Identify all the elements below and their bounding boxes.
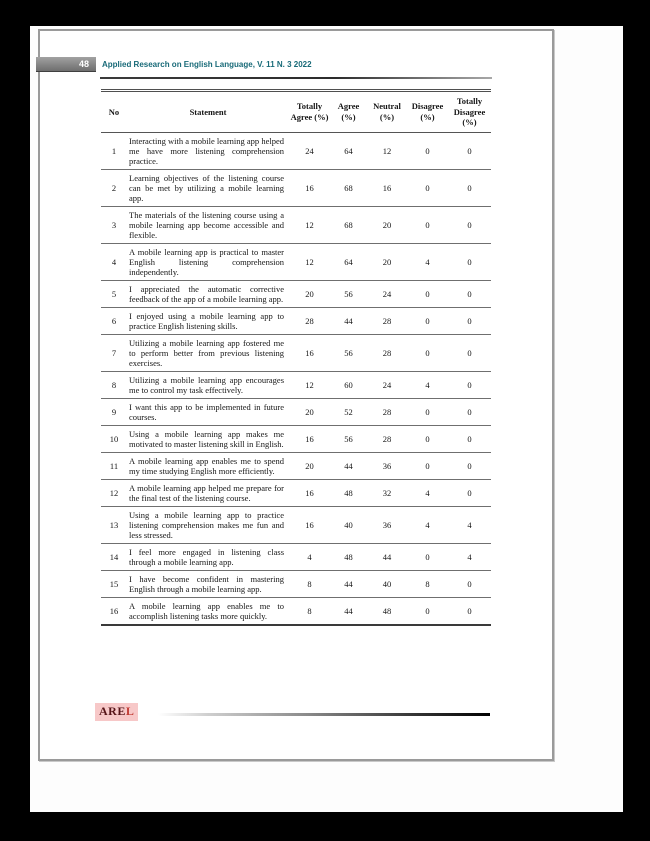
cell-neutral: 36 — [367, 452, 407, 479]
cell-totally-agree: 12 — [289, 243, 330, 280]
footer-rule — [158, 713, 490, 716]
cell-agree: 64 — [330, 243, 367, 280]
cell-statement: A mobile learning app is practical to master English listening comprehension independently. — [127, 243, 289, 280]
cell-neutral: 40 — [367, 570, 407, 597]
cell-row-number: 7 — [101, 334, 127, 371]
cell-row-number: 16 — [109, 605, 119, 616]
journal-logo-main: ARE — [99, 704, 126, 718]
table-row — [101, 543, 491, 570]
cell-neutral: 48 — [382, 605, 392, 616]
cell-disagree: 0 — [407, 169, 448, 206]
cell-disagree: 0 — [407, 543, 448, 570]
cell-totally-disagree: 0 — [448, 334, 491, 371]
table-row — [101, 334, 491, 371]
cell-totally-agree: 16 — [289, 169, 330, 206]
cell-agree: 68 — [330, 169, 367, 206]
cell-row-number: 14 — [101, 543, 127, 570]
cell-totally-disagree: 0 — [448, 425, 491, 452]
table-row — [101, 206, 491, 243]
cell-statement: Utilizing a mobile learning app encourages me to control my task effectively. — [127, 371, 289, 398]
cell-totally-disagree: 0 — [448, 307, 491, 334]
cell-statement: Using a mobile learning app to practice listening comprehension makes me fun and less stressed. — [127, 506, 289, 543]
table-row — [101, 371, 491, 398]
cell-disagree: 0 — [407, 398, 448, 425]
header-rule — [100, 77, 492, 79]
cell-agree: 56 — [330, 334, 367, 371]
cell-statement: I appreciated the automatic corrective feedback of the app of a mobile learning app. — [127, 280, 289, 307]
cell-totally-agree: 8 — [307, 605, 312, 616]
cell-totally-agree: 16 — [289, 506, 330, 543]
column-header-neutral: Neutral (%) — [367, 91, 407, 133]
cell-statement: Learning objectives of the listening course can be met by utilizing a mobile learning app. — [127, 169, 289, 206]
cell-neutral: 16 — [367, 169, 407, 206]
cell-agree: 44 — [330, 570, 367, 597]
cell-neutral: 44 — [367, 543, 407, 570]
cell-totally-agree: 16 — [289, 334, 330, 371]
cell-neutral: 28 — [367, 307, 407, 334]
cell-agree: 56 — [330, 280, 367, 307]
cell-row-number: 10 — [101, 425, 127, 452]
cell-totally-agree: 28 — [289, 307, 330, 334]
cell-totally-agree: 4 — [289, 543, 330, 570]
cell-neutral: 28 — [367, 334, 407, 371]
cell-statement: I enjoyed using a mobile learning app to practice English listening skills. — [127, 307, 289, 334]
table-header — [101, 91, 491, 133]
cell-totally-disagree: 0 — [448, 206, 491, 243]
cell-totally-disagree: 4 — [448, 506, 491, 543]
cell-disagree: 0 — [407, 132, 448, 169]
cell-disagree: 4 — [407, 371, 448, 398]
cell-agree: 64 — [330, 132, 367, 169]
cell-neutral: 12 — [367, 132, 407, 169]
cell-totally-agree: 16 — [289, 425, 330, 452]
cell-totally-disagree: 0 — [448, 243, 491, 280]
cell-totally-disagree: 0 — [448, 452, 491, 479]
cell-row-number: 11 — [101, 452, 127, 479]
cell-neutral: 20 — [367, 206, 407, 243]
cell-neutral: 24 — [367, 371, 407, 398]
cell-totally-agree: 20 — [289, 452, 330, 479]
cell-totally-disagree: 0 — [448, 479, 491, 506]
cell-disagree: 0 — [407, 206, 448, 243]
cell-totally-disagree: 4 — [448, 543, 491, 570]
cell-totally-agree: 8 — [289, 570, 330, 597]
table-row — [101, 479, 491, 506]
cell-row-number: 4 — [101, 243, 127, 280]
cell-statement: A mobile learning app enables me to spend my time studying English more efficiently. — [127, 452, 289, 479]
page-content-frame — [38, 29, 554, 761]
cell-disagree: 0 — [407, 452, 448, 479]
cell-agree: 56 — [330, 425, 367, 452]
table-row — [101, 132, 491, 169]
cell-neutral: 28 — [367, 425, 407, 452]
column-header-totally-disagree: Totally Disagree (%) — [448, 91, 491, 133]
column-header-totally-agree: Totally Agree (%) — [289, 91, 330, 133]
cell-statement: A mobile learning app helped me prepare for the final test of the listening course. — [127, 479, 289, 506]
column-header-no: No — [101, 91, 127, 133]
cell-statement: Utilizing a mobile learning app fostered me to perform better from previous listening exercises. — [127, 334, 289, 371]
cell-agree: 48 — [330, 543, 367, 570]
cell-row-number: 12 — [101, 479, 127, 506]
column-header-statement: Statement — [127, 91, 289, 133]
cell-neutral: 20 — [367, 243, 407, 280]
cell-totally-agree: 16 — [289, 479, 330, 506]
results-table — [101, 89, 491, 626]
cell-statement: I feel more engaged in listening class through a mobile learning app. — [127, 543, 289, 570]
cell-disagree: 0 — [407, 334, 448, 371]
cell-neutral: 32 — [367, 479, 407, 506]
cell-totally-disagree: 0 — [448, 570, 491, 597]
cell-disagree: 4 — [407, 506, 448, 543]
cell-row-number: 9 — [101, 398, 127, 425]
cell-row-number: 6 — [101, 307, 127, 334]
cell-statement: I want this app to be implemented in future courses. — [127, 398, 289, 425]
cell-agree: 44 — [330, 452, 367, 479]
table-row — [101, 506, 491, 543]
cell-agree: 48 — [330, 479, 367, 506]
journal-logo-accent: L — [125, 704, 135, 718]
cell-agree: 44 — [330, 307, 367, 334]
cell-agree: 44 — [344, 605, 353, 616]
table-row — [101, 398, 491, 425]
cell-totally-disagree: 0 — [448, 169, 491, 206]
cell-totally-disagree: 0 — [448, 280, 491, 307]
table-row — [101, 307, 491, 334]
column-header-agree: Agree (%) — [330, 91, 367, 133]
cell-row-number: 15 — [101, 570, 127, 597]
table-row — [101, 570, 491, 597]
cell-row-number: 1 — [101, 132, 127, 169]
cell-row-number: 8 — [101, 371, 127, 398]
table-row — [101, 425, 491, 452]
cell-totally-agree: 24 — [289, 132, 330, 169]
cell-statement: I have become confident in mastering English through a mobile learning app. — [127, 570, 289, 597]
cell-neutral: 28 — [367, 398, 407, 425]
cell-agree: 40 — [330, 506, 367, 543]
table-row — [101, 597, 491, 625]
page-number: 48 — [78, 59, 89, 69]
cell-totally-disagree: 0 — [448, 398, 491, 425]
cell-statement: Using a mobile learning app makes me motivated to master listening skill in English. — [127, 425, 289, 452]
cell-agree: 68 — [330, 206, 367, 243]
cell-row-number: 3 — [101, 206, 127, 243]
cell-statement: A mobile learning app enables me to accomplish listening tasks more quickly. — [129, 600, 284, 621]
page-number-box — [36, 57, 96, 72]
cell-row-number: 13 — [101, 506, 127, 543]
journal-title: Applied Research on English Language, V. 11 N. 3 2022 — [102, 60, 312, 69]
cell-totally-agree: 12 — [289, 206, 330, 243]
cell-disagree: 8 — [407, 570, 448, 597]
cell-disagree: 4 — [407, 479, 448, 506]
cell-disagree: 0 — [407, 425, 448, 452]
cell-neutral: 36 — [367, 506, 407, 543]
cell-statement: Interacting with a mobile learning app helped me have more listening comprehension practice. — [127, 132, 289, 169]
scanned-page — [30, 26, 623, 812]
table-row — [101, 280, 491, 307]
cell-disagree: 0 — [425, 605, 430, 616]
cell-totally-disagree: 0 — [448, 371, 491, 398]
cell-totally-agree: 12 — [289, 371, 330, 398]
table-row — [101, 169, 491, 206]
table-row — [101, 243, 491, 280]
cell-disagree: 0 — [407, 280, 448, 307]
cell-statement: The materials of the listening course using a mobile learning app become accessible and flexible. — [127, 206, 289, 243]
cell-totally-agree: 20 — [289, 398, 330, 425]
cell-totally-disagree: 0 — [467, 605, 472, 616]
cell-agree: 60 — [330, 371, 367, 398]
table-row — [101, 452, 491, 479]
cell-disagree: 4 — [407, 243, 448, 280]
cell-row-number: 5 — [101, 280, 127, 307]
column-header-disagree: Disagree (%) — [407, 91, 448, 133]
table-body — [101, 132, 491, 625]
cell-totally-agree: 20 — [289, 280, 330, 307]
cell-disagree: 0 — [407, 307, 448, 334]
cell-agree: 52 — [330, 398, 367, 425]
cell-neutral: 24 — [367, 280, 407, 307]
cell-row-number: 2 — [101, 169, 127, 206]
journal-logo — [95, 703, 138, 721]
cell-totally-disagree: 0 — [448, 132, 491, 169]
